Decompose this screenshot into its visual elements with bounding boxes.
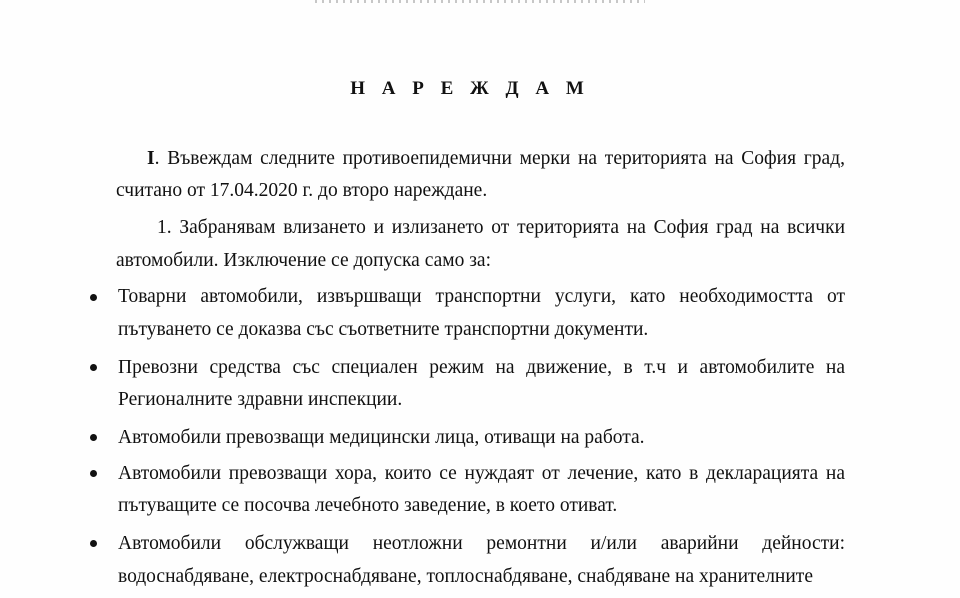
- section-i-number: I: [147, 148, 155, 169]
- section-i-text: . Въвеждам следните противоепидемични мерки на територията на София град,: [154, 148, 845, 169]
- bullet-marker: [90, 470, 97, 477]
- bullet-5-line-1: Автомобили обслужващи неотложни ремонтни и/или аварийни дейности:: [118, 533, 845, 554]
- bullet-1-line-2: пътуването се доказва със съответните транспортни документи.: [118, 319, 649, 340]
- item-1-line-2: автомобили. Изключение се допуска само за:: [116, 250, 491, 271]
- bullet-marker: [90, 434, 97, 441]
- bullet-1-line-1: Товарни автомобили, извършващи транспортни услуги, като необходимостта от: [118, 286, 845, 307]
- section-i-line-1: [147, 147, 845, 171]
- bullet-2-line-1: Превозни средства със специален режим на движение, в т.ч и автомобилите на: [118, 357, 845, 378]
- bullet-4-line-1: Автомобили превозващи хора, които се нуждаят от лечение, като в декларацията на: [118, 463, 845, 484]
- item-1-line-1: 1. Забранявам влизането и излизането от територията на София град на всички: [157, 217, 845, 238]
- bullet-marker: [90, 294, 97, 301]
- bullet-4-line-2: пътуващите се посочва лечебното заведение, в което отиват.: [118, 495, 618, 516]
- bullet-3-line-1: Автомобили превозващи медицински лица, отиващи на работа.: [118, 427, 645, 448]
- section-i-line-2: считано от 17.04.2020 г. до второ нареждане.: [116, 180, 488, 201]
- document-heading: Н А Р Е Ж Д А М: [350, 78, 590, 99]
- bullet-5-line-2: водоснабдяване, електроснабдяване, топлоснабдяване, снабдяване на хранителните: [118, 566, 813, 587]
- scan-artifact: [315, 0, 645, 3]
- bullet-marker: [90, 364, 97, 371]
- bullet-marker: [90, 540, 97, 547]
- bullet-2-line-2: Регионалните здравни инспекции.: [118, 389, 403, 410]
